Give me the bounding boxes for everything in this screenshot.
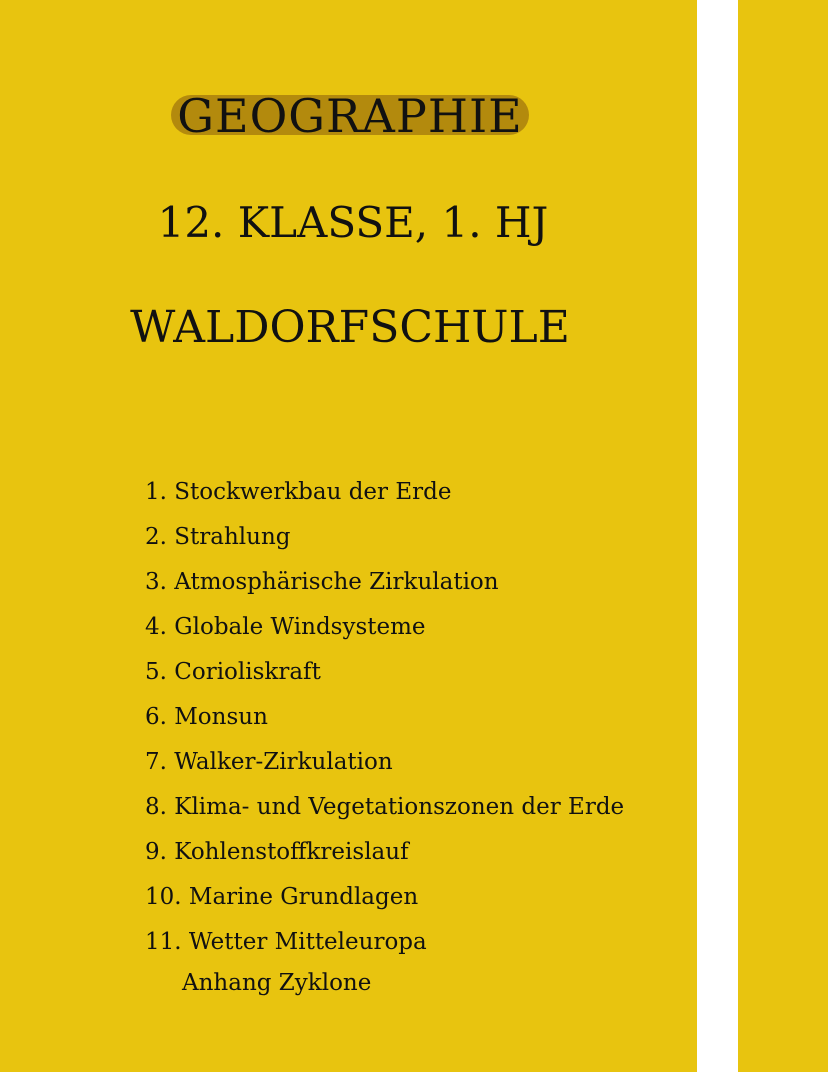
topic-item: 6. Monsun	[145, 704, 268, 730]
topic-item: 4. Globale Windsysteme	[145, 614, 426, 640]
subject-title: GEOGRAPHIE	[177, 89, 523, 143]
topic-item: 5. Corioliskraft	[145, 659, 321, 685]
topic-item: 8. Klima- und Vegetationszonen der Erde	[145, 794, 625, 820]
topic-item: 1. Stockwerkbau der Erde	[145, 479, 452, 505]
topic-item: 11. Wetter Mitteleuropa	[145, 929, 427, 955]
appendix-item: Anhang Zyklone	[182, 970, 372, 996]
topic-item: 10. Marine Grundlagen	[145, 884, 419, 910]
topic-item: 2. Strahlung	[145, 524, 291, 550]
grade-title: 12. KLASSE, 1. HJ	[157, 198, 549, 247]
school-title: WALDORFSCHULE	[130, 302, 570, 353]
topic-item: 7. Walker-Zirkulation	[145, 749, 393, 775]
right-stripe	[738, 0, 828, 1072]
topic-list	[145, 470, 624, 965]
topic-item: 3. Atmosphärische Zirkulation	[145, 569, 499, 595]
topic-item: 9. Kohlenstoffkreislauf	[145, 839, 409, 865]
